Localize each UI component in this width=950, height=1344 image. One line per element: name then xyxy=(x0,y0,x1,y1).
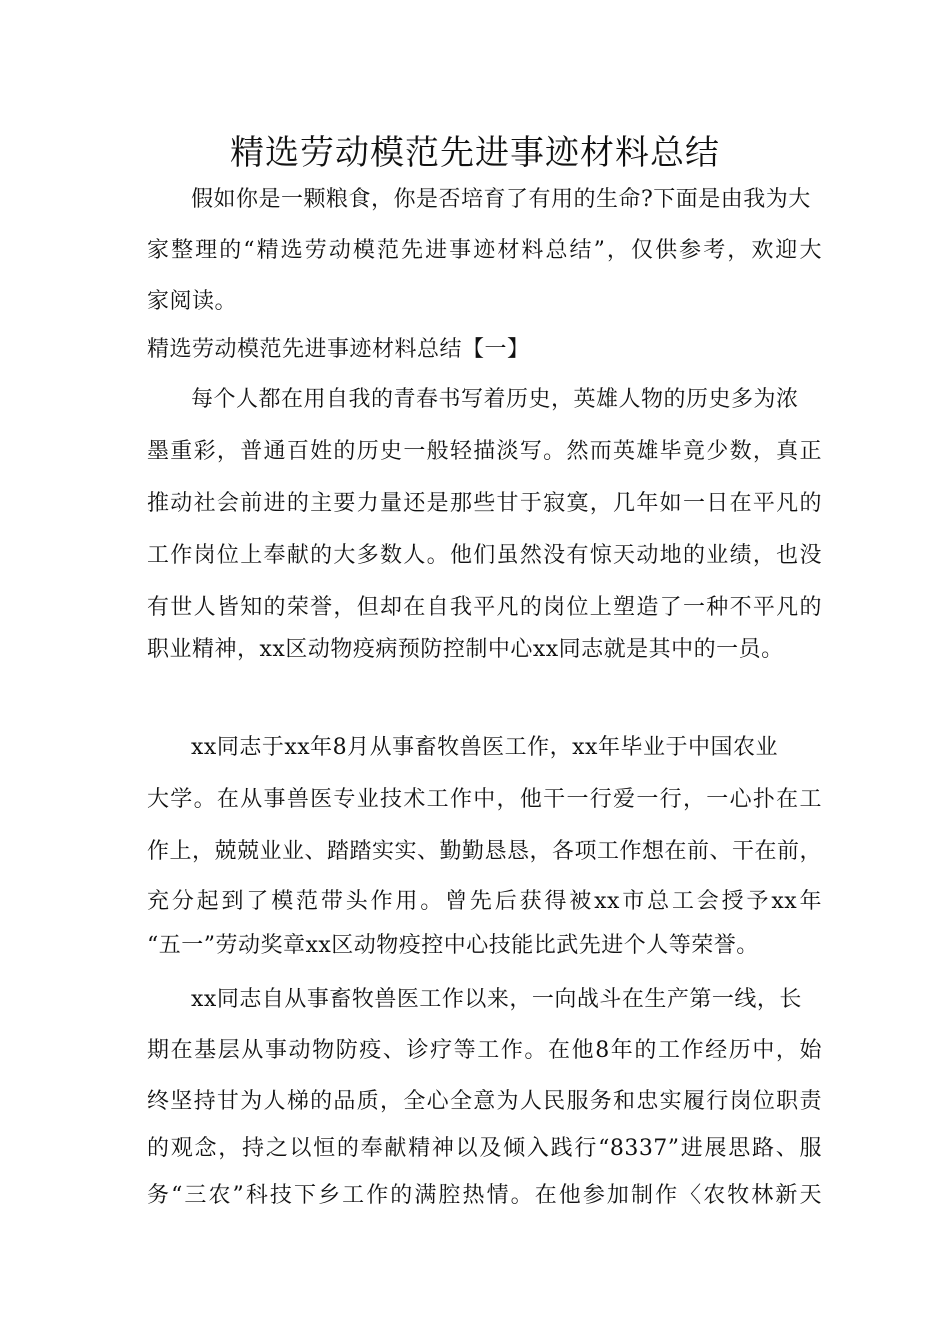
paragraph-line: 墨重彩，普通百姓的历史一般轻描淡写。然而英雄毕竟少数，真正 xyxy=(147,439,822,464)
paragraph-line: “五一”劳动奖章xx区动物疫控中心技能比武先进个人等荣誉。 xyxy=(147,933,759,958)
paragraph-line: 终坚持甘为人梯的品质，全心全意为人民服务和忠实履行岗位职责 xyxy=(147,1089,822,1114)
paragraph-line: 大学。在从事兽医专业技术工作中，他干一行爱一行，一心扑在工 xyxy=(147,787,822,812)
intro-line: 家阅读。 xyxy=(147,289,238,314)
paragraph-line: xx同志自从事畜牧兽医工作以来，一向战斗在生产第一线，长 xyxy=(191,987,802,1012)
paragraph-line: 每个人都在用自我的青春书写着历史，英雄人物的历史多为浓 xyxy=(191,387,799,412)
paragraph-line: 作上，兢兢业业、踏踏实实、勤勤恳恳，各项工作想在前、干在前， xyxy=(147,839,823,864)
intro-line: 假如你是一颗粮食，你是否培育了有用的生命?下面是由我为大 xyxy=(191,187,811,212)
paragraph-line: 职业精神，xx区动物疫病预防控制中心xx同志就是其中的一员。 xyxy=(147,637,784,662)
paragraph-line: xx同志于xx年8月从事畜牧兽医工作，xx年毕业于中国农业 xyxy=(191,735,778,760)
paragraph-line: 的观念，持之以恒的奉献精神以及倾入践行“8337”进展思路、服 xyxy=(147,1136,822,1161)
paragraph-line: 工作岗位上奉献的大多数人。他们虽然没有惊天动地的业绩，也没 xyxy=(147,543,822,568)
section-heading: 精选劳动模范先进事迹材料总结【一】 xyxy=(147,337,530,362)
paragraph-line: 务“三农”科技下乡工作的满腔热情。在他参加制作〈农牧林新天 xyxy=(147,1183,822,1208)
document-title: 精选劳动模范先进事迹材料总结 xyxy=(230,133,720,173)
intro-line: 家整理的“精选劳动模范先进事迹材料总结”，仅供参考，欢迎大 xyxy=(147,238,822,263)
paragraph-line: 充分起到了模范带头作用。曾先后获得被xx市总工会授予xx年 xyxy=(147,889,822,914)
paragraph-line: 有世人皆知的荣誉，但却在自我平凡的岗位上塑造了一种不平凡的 xyxy=(147,595,822,620)
paragraph-line: 期在基层从事动物防疫、诊疗等工作。在他8年的工作经历中，始 xyxy=(147,1038,822,1063)
paragraph-line: 推动社会前进的主要力量还是那些甘于寂寞，几年如一日在平凡的 xyxy=(147,491,822,516)
